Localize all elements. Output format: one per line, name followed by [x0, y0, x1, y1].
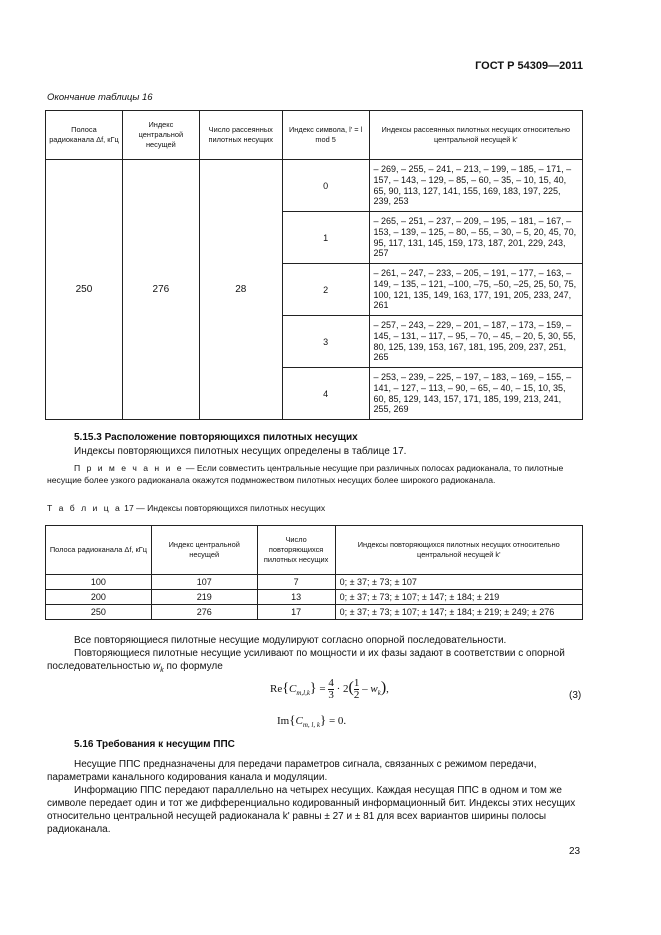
p2-end: по формуле [163, 661, 223, 672]
table-row [46, 605, 583, 620]
center-cell: 107 [151, 575, 257, 590]
count-cell: 13 [257, 590, 335, 605]
header-center-index: Индекс центральной несущей [151, 526, 257, 575]
section-5153-text: Индексы повторяющихся пилотных несущих определены в таблице 17. [74, 446, 407, 457]
fraction-1-2 [354, 678, 360, 701]
wk-var: w [153, 661, 161, 672]
header-count: Число повторяющихся пилотных несущих [257, 526, 335, 575]
header-symbol-index: Индекс символа, l' = l mod 5 [282, 111, 369, 160]
re-operator: Re [270, 683, 283, 696]
count-cell: 28 [199, 160, 282, 420]
wk-sub: k [160, 667, 164, 674]
paragraph-amplification [47, 647, 584, 677]
paragraph-modulation: Все повторяющиеся пилотные несущие модулируют согласно опорной последовательности. [74, 635, 507, 646]
section-5153-title: 5.15.3 Расположение повторяющихся пилотных несущих [74, 432, 358, 443]
note-text: — Если совместить центральные несущие при различных полосах радиоканала, то пилотные несущие более узкого радиоканала окажутся подмножеством пилотных несущих более широкого радиоканала. [47, 463, 564, 485]
times-two: · 2 [336, 683, 349, 696]
note-label: П р и м е ч а н и е [74, 463, 184, 473]
center-cell: 276 [151, 605, 257, 620]
approx-sign: = [319, 683, 326, 696]
header-band: Полоса радиоканала Δf, кГц [46, 526, 152, 575]
section-516-p2: Информацию ППС передают параллельно на четырех несущих. Каждая несущая ППС в одном и том же символе передает один и тот же дифференциально кодированный информационный бит. Индексы этих несущих относительно центральной несущей радиоканала k' равны ± 27 и ± 81 для всех вариантов ширины полосы радиоканала. [47, 785, 576, 835]
header-count: Число рассеянных пилотных несущих [199, 111, 282, 160]
section-516-p1: Несущие ППС предназначены для передачи параметров сигнала, связанных с режимом передачи, параметрами канального кодирования канала и модуляции. [47, 759, 537, 783]
indices-cell: – 261, – 247, – 233, – 205, – 191, – 177, – 163, – 149, – 135, – 121, –100, –75, –50, –25, 25, 50, 75, 100, 121, 135, 149, 163, 177, 191, 205, 233, 247, 261 [369, 264, 582, 316]
header-band: Полоса радиоканала Δf, кГц [46, 111, 123, 160]
band-cell: 250 [46, 160, 123, 420]
header-indices: Индексы рассеянных пилотных несущих относительно центральной несущей k' [369, 111, 582, 160]
p2-start: Повторяющиеся пилотные несущие усиливают по мощности и их фазы задают в соответствии с опорной последовательностью [47, 648, 565, 672]
indices-cell: – 269, – 255, – 241, – 213, – 199, – 185, – 171, – 157, – 143, – 129, – 85, – 60, – 35, – 10, 15, 40, 65, 90, 113, 127, 141, 155, 169, 183, 197, 225, 239, 253 [369, 160, 582, 212]
table-row [46, 590, 583, 605]
indices-cell: – 265, – 251, – 237, – 209, – 195, – 181, – 167, – 153, – 139, – 125, – 80, – 55, – 30, – 5, 20, 45, 70, 95, 117, 131, 145, 159, 173, 187, 201, 229, 243, 257 [369, 212, 582, 264]
c-sub-2: m, l, k [302, 721, 320, 730]
c-var-2: C [295, 715, 303, 727]
table-17 [45, 525, 583, 620]
band-cell: 100 [46, 575, 152, 590]
count-cell: 7 [257, 575, 335, 590]
center-cell: 219 [151, 590, 257, 605]
frac1-den: 3 [328, 689, 334, 701]
table-header-row [46, 111, 583, 160]
table-row [46, 575, 583, 590]
formula-line-2: $Im\{C_{m, l, k}\} = 0$. [277, 712, 347, 730]
band-cell: 200 [46, 590, 152, 605]
standard-number: ГОСТ Р 54309—2011 [475, 60, 583, 72]
section-516-title: 5.16 Требования к несущим ППС [74, 739, 235, 750]
header-center-index: Индекс центральной несущей [122, 111, 199, 160]
table17-caption [47, 503, 325, 513]
symbol-cell: 1 [282, 212, 369, 264]
im-operator: Im [277, 715, 290, 727]
table17-caption-text: 17 — Индексы повторяющихся пилотных несущих [121, 503, 326, 513]
table-16 [45, 110, 583, 420]
symbol-cell: 0 [282, 160, 369, 212]
indices-cell: 0; ± 37; ± 73; ± 107 [335, 575, 582, 590]
c-var: C [288, 683, 297, 696]
frac2-num: 1 [353, 677, 360, 689]
center-index-cell: 276 [122, 160, 199, 420]
band-cell: 250 [46, 605, 152, 620]
table17-caption-label: Т а б л и ц а [47, 503, 122, 513]
table16-caption: Окончание таблицы 16 [47, 92, 153, 103]
frac2-den: 2 [353, 689, 360, 701]
w-var: w [370, 683, 378, 696]
formula-number: (3) [569, 690, 582, 701]
indices-cell: – 257, – 243, – 229, – 201, – 187, – 173, – 159, – 145, – 131, – 117, – 95, – 70, – 45, – 20, 5, 30, 55, 80, 125, 139, 153, 167, 181, 195, 209, 237, 251, 265 [369, 316, 582, 368]
symbol-cell: 3 [282, 316, 369, 368]
indices-cell: 0; ± 37; ± 73; ± 107; ± 147; ± 184; ± 219 [335, 590, 582, 605]
frac1-num: 4 [328, 677, 334, 689]
w-sub: k [377, 689, 381, 698]
table-header-row [46, 526, 583, 575]
formula-line-1: $Re\{C_{m,l,k}\}$ = $\frac{4}{3}$ · 2( $\frac{1}{2}$ – $w_k$), [270, 677, 389, 701]
equals-zero: = 0. [326, 715, 347, 727]
header-indices: Индексы повторяющихся пилотных несущих относительно центральной несущей k' [335, 526, 582, 575]
symbol-cell: 2 [282, 264, 369, 316]
fraction-4-3 [328, 678, 334, 701]
count-cell: 17 [257, 605, 335, 620]
symbol-cell: 4 [282, 368, 369, 420]
note [47, 462, 584, 486]
c-sub: m,l,k [296, 689, 310, 698]
table-row [46, 160, 583, 212]
indices-cell: 0; ± 37; ± 73; ± 107; ± 147; ± 184; ± 219; ± 249; ± 276 [335, 605, 582, 620]
indices-cell: – 253, – 239, – 225, – 197, – 183, – 169, – 155, – 141, – 127, – 113, – 90, – 65, – 40, – 15, 10, 35, 60, 85, 129, 143, 157, 171, 185, 199, 213, 241, 255, 269 [369, 368, 582, 420]
page-number: 23 [569, 846, 581, 857]
